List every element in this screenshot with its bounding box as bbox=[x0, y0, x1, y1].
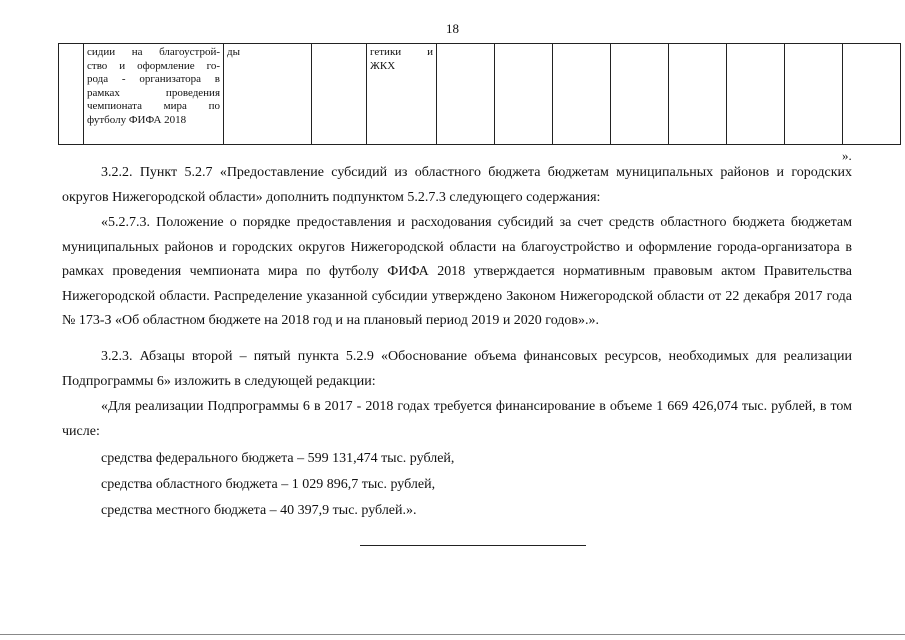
funding-federal: средства федерального бюджета – 599 131,474 тыс. рублей, bbox=[101, 451, 455, 466]
funding-regional: средства областного бюджета – 1 029 896,7 тыс. рублей, bbox=[101, 477, 436, 492]
table-cell-empty bbox=[727, 44, 785, 145]
page-bottom-edge bbox=[0, 634, 905, 635]
table-cell-empty bbox=[843, 44, 901, 145]
table-cell-empty bbox=[59, 44, 84, 145]
table-cell-empty bbox=[611, 44, 669, 145]
table-cell-text: ды bbox=[224, 44, 312, 145]
table-cell-empty bbox=[669, 44, 727, 145]
paragraph-3-2-3: 3.2.3. Абзацы второй – пятый пункта 5.2.9 «Обоснование объема финансовых ресурсов, необходимых для реализации Подпрограммы 6» изложить в следующей редакции: bbox=[62, 349, 852, 389]
table-cell-empty bbox=[553, 44, 611, 145]
table-cell-text: гетики и ЖКХ bbox=[367, 44, 437, 145]
paragraph-3-2-2: 3.2.2. Пункт 5.2.7 «Предоставление субсидий из областного бюджета бюджетам муниципальных районов и городских округов Нижегородской области» дополнить подпунктом 5.2.7.3 следующего содержания: bbox=[62, 165, 852, 205]
paragraph-funding: «Для реализации Подпрограммы 6 в 2017 - 2018 годах требуется финансирование в объеме 1 669 426,074 тыс. рублей, в том числе: bbox=[62, 399, 852, 439]
end-divider bbox=[360, 545, 586, 546]
table-cell-empty bbox=[312, 44, 367, 145]
funding-local: средства местного бюджета – 40 397,9 тыс. рублей.». bbox=[101, 503, 417, 518]
table-cell-empty bbox=[437, 44, 495, 145]
paragraph-5-2-7-3: «5.2.7.3. Положение о порядке предоставления и расходования субсидий за счет средств областного бюджета бюджетам муниципальных районов и городских округов Нижегородской области на благоустройство и оформление города-организатора в рамках проведения чемпионата мира по футболу ФИФА 2018 утверждается нормативным правовым актом Правительства Нижегородской области. Распределение указанной субсидии утверждено Законом Нижегородской области от 22 декабря 2017 года № 173-З «Об областном бюджете на 2018 год и на плановый период 2019 и 2020 годов».». bbox=[62, 215, 852, 328]
page-number: 18 bbox=[446, 21, 459, 36]
closing-quote: ». bbox=[842, 148, 852, 163]
table-row bbox=[59, 44, 901, 145]
table-cell-description: сидии на благоустрой- ство и оформление го- рода - организатора в рамках проведения чемпионата мира по футболу ФИФА 2018 bbox=[84, 44, 224, 145]
table-cell-empty bbox=[785, 44, 843, 145]
table-cell-empty bbox=[495, 44, 553, 145]
continuation-table bbox=[58, 43, 901, 145]
